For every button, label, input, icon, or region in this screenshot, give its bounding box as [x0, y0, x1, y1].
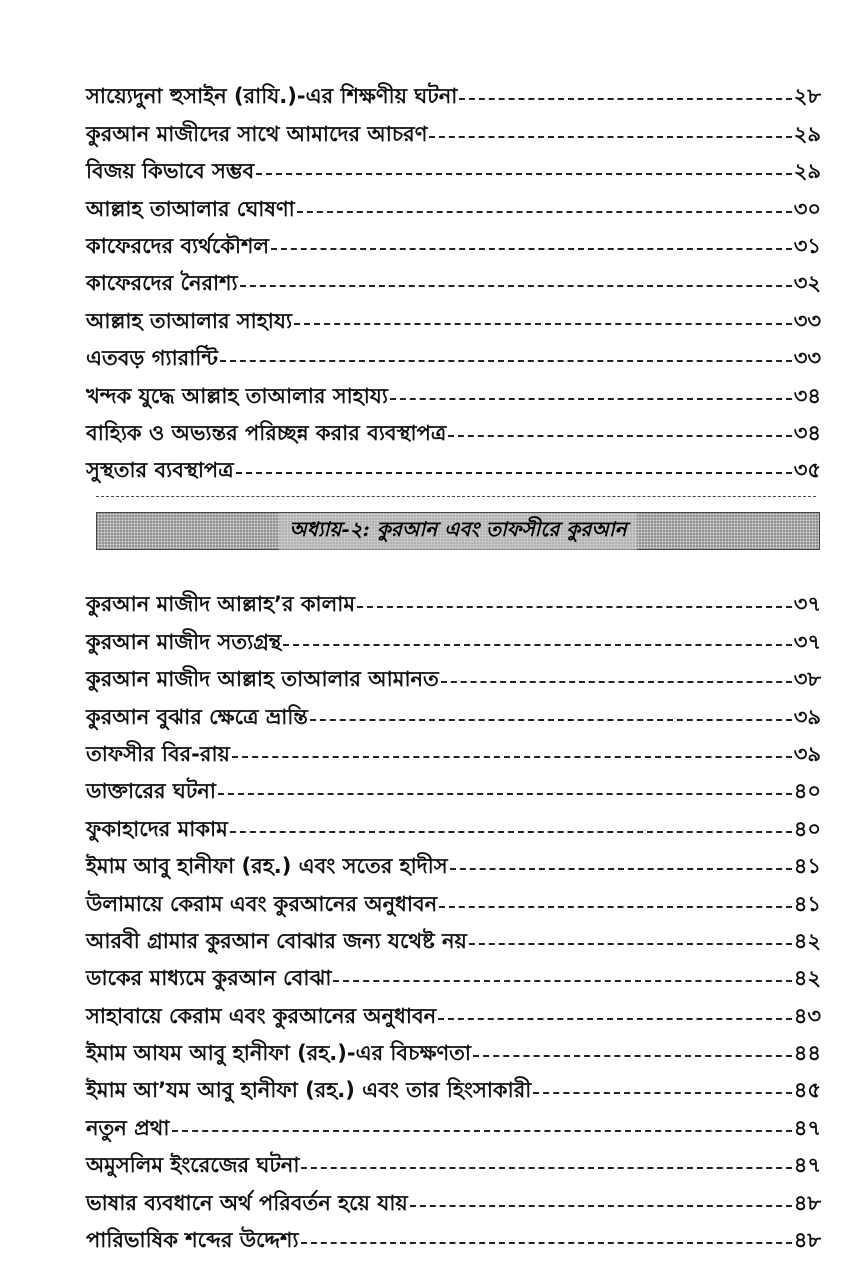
toc-entry-title: কাফেরদের নৈরাশ্য: [86, 271, 238, 296]
dotted-leader: [232, 756, 792, 758]
dotted-leader: [301, 1242, 792, 1244]
toc-entry-page: ৩৯: [793, 741, 821, 766]
toc-entry-page: ৪৪: [793, 1041, 821, 1066]
toc-section-one: [86, 70, 821, 481]
toc-entry: [86, 332, 821, 369]
toc-entry-page: ৪০: [793, 816, 821, 841]
dotted-leader: [271, 248, 792, 250]
toc-entry-title: তাফসীর বির-রায়: [86, 741, 230, 766]
toc-entry-title: সাহাবায়ে কেরাম এবং কুরআনের অনুধাবন: [86, 1003, 437, 1028]
dotted-leader: [301, 1167, 791, 1169]
dotted-leader: [459, 98, 791, 100]
toc-entry-title: কুরআন মাজীদ সত্যগ্রন্থ: [86, 629, 282, 654]
chapter-title: অধ্যায়-২: কুরআন এবং তাফসীরে কুরআন: [279, 513, 636, 550]
toc-entry-title: আরবী গ্রামার কুরআন বোঝার জন্য যথেষ্ট নয়: [86, 928, 467, 953]
toc-entry: [86, 989, 821, 1026]
dotted-leader: [236, 472, 792, 474]
toc-entry-page: ৩২: [793, 271, 821, 296]
dotted-leader: [533, 1092, 791, 1094]
toc-entry-title: আল্লাহ তাআলার ঘোষণা: [86, 196, 295, 221]
toc-entry: [86, 578, 821, 615]
toc-entry: [86, 952, 821, 989]
toc-entry: [86, 615, 821, 652]
dotted-leader: [410, 1205, 792, 1207]
toc-entry-title: ফুকাহাদের মাকাম: [86, 816, 228, 841]
dotted-leader: [283, 644, 791, 646]
toc-entry: [86, 1064, 821, 1101]
toc-entry: [86, 1214, 821, 1251]
toc-entry-page: ২৯: [793, 121, 821, 146]
toc-entry-title: সুস্থতার ব্যবস্থাপত্র: [86, 458, 234, 483]
toc-entry: [86, 220, 821, 257]
dotted-leader: [218, 793, 792, 795]
toc-entry: [86, 369, 821, 406]
dotted-leader: [297, 211, 792, 213]
dotted-leader: [390, 398, 792, 400]
toc-entry: [86, 653, 821, 690]
toc-entry-title: ইমাম আ’যম আবু হানীফা (রহ.) এবং তার হিংসাকারী: [86, 1078, 532, 1103]
toc-entry-page: ৪২: [793, 966, 821, 991]
dotted-leader: [438, 1018, 792, 1020]
toc-entry-title: পারিভাষিক শব্দের উদ্দেশ্য: [86, 1228, 299, 1253]
toc-entry-page: ৪১: [793, 854, 821, 879]
toc-entry-title: কুরআন বুঝার ক্ষেত্রে ভ্রান্তি: [86, 704, 308, 729]
toc-entry-page: ২৯: [793, 159, 821, 184]
toc-entry-page: ৩৩: [793, 308, 821, 333]
dotted-leader: [450, 868, 792, 870]
toc-entry-page: ৪৭: [793, 1153, 821, 1178]
toc-entry-title: ইমাম আবু হানীফা (রহ.) এবং সতের হাদীস: [86, 854, 448, 879]
toc-entry-title: বাহ্যিক ও অভ্যন্তর পরিচ্ছন্ন করার ব্যবস্থাপত্র: [86, 420, 447, 445]
chapter-divider: [96, 496, 816, 497]
toc-entry: [86, 182, 821, 219]
toc-entry-title: এতবড় গ্যারান্টি: [86, 346, 218, 371]
toc-entry: [86, 107, 821, 144]
dotted-leader: [448, 435, 791, 437]
toc-entry: [86, 70, 821, 107]
toc-entry-page: ৩৪: [793, 420, 821, 445]
toc-entry: [86, 728, 821, 765]
toc-entry-page: ৪৮: [793, 1190, 821, 1215]
dotted-leader: [441, 681, 792, 683]
toc-entry: [86, 690, 821, 727]
dotted-leader: [220, 360, 792, 362]
toc-entry-title: কাফেরদের ব্যর্থকৌশল: [86, 233, 270, 258]
toc-entry-title: আল্লাহ তাআলার সাহায্য: [86, 308, 293, 333]
toc-entry: [86, 444, 821, 481]
dotted-leader: [357, 606, 792, 608]
toc-entry: [86, 1176, 821, 1213]
dotted-leader: [439, 906, 792, 908]
dotted-leader: [256, 173, 792, 175]
toc-entry: [86, 294, 821, 331]
toc-entry-page: ৩৭: [793, 629, 821, 654]
dotted-leader: [333, 980, 791, 982]
dotted-leader: [473, 1055, 792, 1057]
toc-entry-title: কুরআন মাজীদ আল্লাহ’র কালাম: [86, 592, 356, 617]
toc-entry-title: বিজয় কিভাবে সম্ভব: [86, 159, 255, 184]
toc-entry: [86, 1027, 821, 1064]
toc-section-two: [86, 578, 821, 1251]
toc-entry-page: ৪৫: [793, 1078, 821, 1103]
toc-entry: [86, 840, 821, 877]
toc-entry-page: ৪০: [793, 779, 821, 804]
toc-entry-page: ৩৮: [793, 667, 821, 692]
toc-entry: [86, 877, 821, 914]
toc-entry-title: অমুসলিম ইংরেজের ঘটনা: [86, 1153, 300, 1178]
toc-entry-title: ডাক্তারের ঘটনা: [86, 779, 216, 804]
toc-entry: [86, 145, 821, 182]
toc-entry-page: ৪৭: [793, 1115, 821, 1140]
dotted-leader: [310, 719, 792, 721]
toc-entry-page: ৩৯: [793, 704, 821, 729]
dotted-leader: [230, 831, 792, 833]
toc-entry-page: ৪৩: [793, 1003, 821, 1028]
toc-entry-page: ৪৮: [793, 1228, 821, 1253]
toc-entry-title: খন্দক যুদ্ধে আল্লাহ তাআলার সাহায্য: [86, 383, 388, 408]
dotted-leader: [469, 943, 792, 945]
toc-entry: [86, 915, 821, 952]
dotted-leader: [429, 136, 791, 138]
dotted-leader: [240, 285, 792, 287]
toc-entry-title: সায়্যেদুনা হুসাইন (রাযি.)-এর শিক্ষণীয় ঘটনা: [86, 84, 458, 109]
chapter-banner: [96, 512, 820, 550]
toc-entry-title: নতুন প্রথা: [86, 1115, 170, 1140]
toc-entry-page: ৪২: [793, 928, 821, 953]
dotted-leader: [294, 323, 792, 325]
toc-entry: [86, 1139, 821, 1176]
toc-entry-page: ৩১: [793, 233, 821, 258]
toc-entry-title: কুরআন মাজীদ আল্লাহ তাআলার আমানত: [86, 667, 439, 692]
dotted-leader: [172, 1130, 792, 1132]
toc-entry: [86, 257, 821, 294]
toc-entry-page: ৩৫: [793, 458, 821, 483]
toc-entry-page: ৩৩: [793, 346, 821, 371]
toc-entry-title: কুরআন মাজীদের সাথে আমাদের আচরণ: [86, 121, 428, 146]
toc-entry: [86, 1101, 821, 1138]
toc-entry-page: ৩৪: [793, 383, 821, 408]
toc-entry-page: ৩৭: [793, 592, 821, 617]
toc-entry-title: ইমাম আযম আবু হানীফা (রহ.)-এর বিচক্ষণতা: [86, 1041, 472, 1066]
toc-entry-page: ৩০: [793, 196, 821, 221]
toc-entry-title: উলামায়ে কেরাম এবং কুরআনের অনুধাবন: [86, 891, 438, 916]
toc-entry-title: ডাকের মাধ্যমে কুরআন বোঝা: [86, 966, 332, 991]
toc-entry-page: ২৮: [793, 84, 821, 109]
toc-entry-title: ভাষার ব্যবধানে অর্থ পরিবর্তন হয়ে যায়: [86, 1190, 408, 1215]
toc-entry: [86, 802, 821, 839]
toc-entry: [86, 407, 821, 444]
toc-entry-page: ৪১: [793, 891, 821, 916]
toc-entry: [86, 765, 821, 802]
